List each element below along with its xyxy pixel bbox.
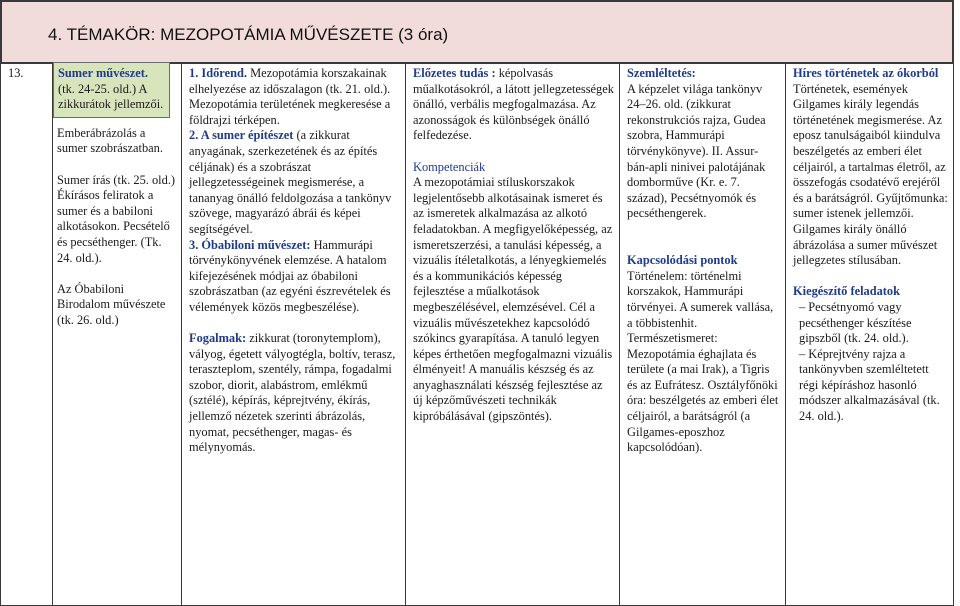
- activity-2: [189, 128, 400, 237]
- topic-heading-bold: Sumer művészet.: [58, 66, 148, 80]
- activity-2-label: 2. A sumer építészet: [189, 128, 294, 143]
- prior-knowledge-label: Előzetes tudás :: [413, 66, 496, 80]
- terms-text: zikkurat (toronytemplom), vályog, égetett vályogtégla, boltív, terasz, teraszteplom, szentély, rámpa, fogadalmi szobor, diorit, alabástrom, emlékmű (sztélé), képírás, képrejtvény, ékírás, jellemző nézetek szerinti ábrázolás, nyomat, pecséthenger, magas- és mélynyomás.: [189, 331, 396, 455]
- extra-tasks-label: Kiegészítő feladatok: [793, 284, 901, 299]
- stories-cell: [786, 62, 954, 606]
- illustration-cell: [620, 62, 786, 606]
- prior-knowledge: [413, 66, 614, 144]
- activity-2-text: (a zikkurat anyagának, szerkezetének és az építés céljának) és a szobrászat jellegzetességeinek megismerése, a tananyag önálló feldolgozása a tankönyv szövege, magyarázó ábrái és képei segítségével.: [189, 128, 392, 236]
- activity-3-label: 3. Óbabiloni művészet:: [189, 237, 311, 252]
- topic-title: 4. TÉMAKÖR: MEZOPOTÁMIA MŰVÉSZETE (3 óra): [48, 25, 449, 44]
- row-number-cell: [0, 62, 53, 606]
- stories-text: Történetek, események Gilgames király legendás történetének megismerése. Az eposz tanulságaiból kiindulva beszélgetés az emberi élet céljairól, a tartalmas életről, az összefogás csodatévő erejéről és a barátságról. Gyűjtőmunka: sumer istenek jellemzői. Gilgames király önálló ábrázolása a sumer művészet jellegzetes stílusában.: [793, 81, 948, 268]
- activity-1: [189, 66, 400, 128]
- extra-task-2: – Képrejtvény rajza a tankönyvben szemléltetett régi képíráshoz hasonló módszer alkalmazásával (tk. 24. old.).: [799, 346, 940, 424]
- activity-3: [189, 238, 400, 316]
- illustration-label: Szemléltetés:: [627, 66, 696, 80]
- terms: [189, 331, 400, 456]
- terms-label: Fogalmak:: [189, 331, 247, 346]
- activity-3-text: Hammurápi törvénykönyvének elemzése. A hatalom kifejezésének módjai az óbabiloni szobrászatban (az egyéni észrevételek és vélemények közös megbeszélése).: [189, 237, 391, 314]
- topic-paragraph-3: Az Óbabiloni Birodalom művészete (tk. 26. old.): [57, 281, 166, 327]
- topic-heading-rest: (tk. 24-25. old.) A zikkurátok jellemzői.: [58, 81, 164, 112]
- topic-cell: [53, 62, 182, 606]
- competencies-label: Kompetenciák: [413, 159, 486, 174]
- activities-cell: [182, 62, 406, 606]
- extra-task-1: – Pecsétnyomó vagy pecséthenger készítése gipszből (tk. 24. old.).: [799, 299, 912, 346]
- connections-label: Kapcsolódási pontok: [627, 253, 738, 268]
- topic-paragraph-1: Emberábrázolás a sumer szobrászatban.: [57, 125, 163, 156]
- competencies-cell: [406, 62, 620, 606]
- row-number: 13.: [8, 66, 24, 80]
- prior-knowledge-text: képolvasás műalkotásokról, a látott jellegzetességek önálló, verbális megfogalmazása. Az azonosságok és különbségek önálló felfedezése.: [413, 66, 614, 143]
- activity-1-text: Mezopotámia korszakainak elhelyezése az időszalagon (tk. 21. old.). Mezopotámia területének megkeresése a földrajzi térképen.: [189, 66, 391, 127]
- activity-1-label: 1. Időrend.: [189, 66, 247, 80]
- connections-text: Történelem: történelmi korszakok, Hammurápi törvényei. A sumerek vallása, a többistenhit. Természetismeret: Mezopotámia éghajlata és területe (a mai Irak), a Tigris és az Eufrátesz. Osztályfőnöki óra: beszélgetés az emberi élet céljairól, a barátságról (a Gilgames-eposzhoz kapcsolódóan).: [627, 268, 779, 455]
- topic-title-bar: [0, 0, 954, 64]
- stories-label: Híres történetek az ókorból: [793, 66, 939, 80]
- topic-paragraph-2: Sumer írás (tk. 25. old.) Ékírásos feliratok a sumer és a babiloni alkotásokon. Pecsételő és pecséthenger. (Tk. 24. old.).: [57, 172, 176, 265]
- competencies-text: A mezopotámiai stíluskorszakok legjelentősebb alkotásainak ismeret és az ismeretek alkalmazása az alkotó feladatokban. A megfigyelőképesség, az ismeretszerzési, a tanulási képesség, a vizuális ítéletalkotás, a lényegkiemelés és a kommunikációs képesség fejlesztése a műalkotások megbeszélésével, elemzésével. Cél a vizuális művészetekhez kapcsolódó szókincs gyarapítása. A tanuló legyen képes érthetően megfogalmazni vizuális élményeit! A manuális készség és az anyaghasználati készség fejlesztése az új képzőművészeti technikák kipróbálásával (gipszöntés).: [413, 175, 613, 424]
- illustration-text: A képzelet világa tankönyv 24–26. old. (zikkurat rekonstrukciós rajza, Gudea szobra, Hammurápi törvénykönyve). II. Assur-bán-apli ninivei palotájának domborműve (Kr. e. 7. század), Pecsétnyomók és pecséthengerek.: [627, 81, 766, 221]
- topic-heading-box: [53, 62, 170, 118]
